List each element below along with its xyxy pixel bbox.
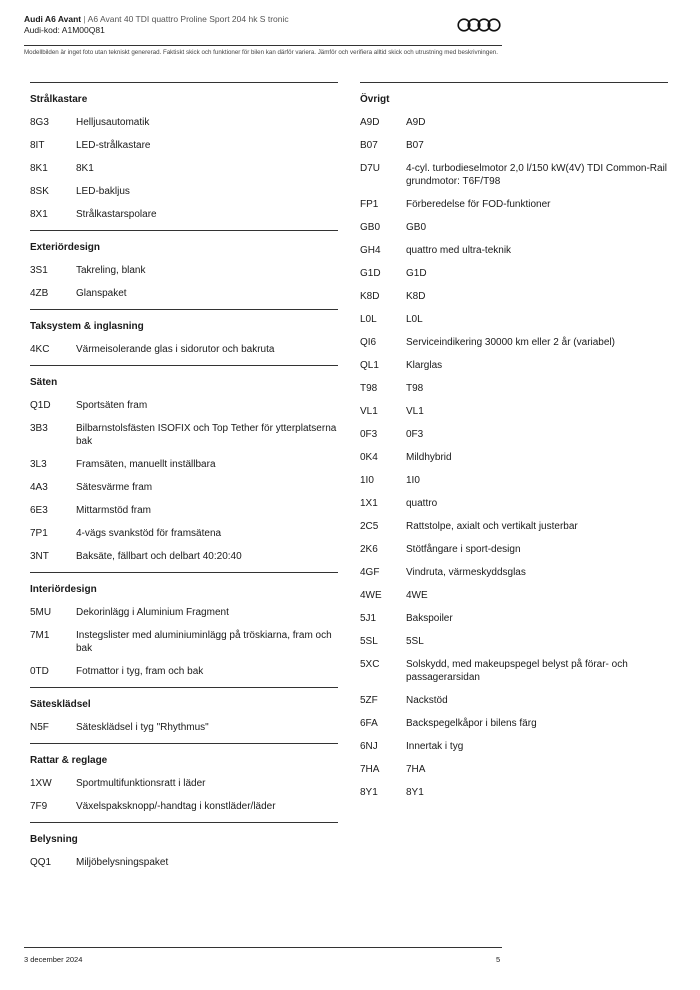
option-description: Instegslister med aluminiuminlägg på tröskiarna, fram och bak	[76, 630, 332, 654]
equipment-row	[360, 607, 668, 630]
option-description: 4WE	[406, 590, 428, 601]
option-code: 5XC	[360, 659, 380, 670]
equipment-row	[360, 400, 668, 423]
footer-divider	[24, 947, 502, 948]
option-code: N5F	[30, 722, 49, 733]
option-description: L0L	[406, 314, 423, 325]
audi-code: Audi-kod: A1M00Q81	[24, 25, 105, 35]
option-code: 2K6	[360, 544, 378, 555]
option-description: quattro	[406, 498, 438, 509]
option-description: T98	[406, 383, 424, 394]
option-description: Takreling, blank	[76, 265, 146, 276]
equipment-section	[30, 365, 338, 572]
equipment-section	[30, 743, 338, 822]
right-column	[360, 82, 668, 808]
section-title: Rattar & reglage	[30, 755, 108, 766]
option-code: 0F3	[360, 429, 378, 440]
option-code: QL1	[360, 360, 379, 371]
equipment-row	[360, 515, 668, 538]
equipment-row	[360, 689, 668, 712]
option-code: 0K4	[360, 452, 378, 463]
option-description: Värmeisolerande glas i sidorutor och bakruta	[76, 344, 275, 355]
equipment-row	[360, 193, 668, 216]
option-description: Miljöbelysningspaket	[76, 857, 169, 868]
option-description: Helljusautomatik	[76, 117, 150, 128]
equipment-row	[360, 262, 668, 285]
equipment-section	[30, 687, 338, 743]
option-code: 3L3	[30, 459, 47, 470]
equipment-row	[360, 423, 668, 446]
equipment-row	[30, 203, 338, 226]
equipment-row	[30, 624, 338, 660]
option-code: 7F9	[30, 801, 48, 812]
option-description: Mildhybrid	[406, 452, 452, 463]
option-code: 5SL	[360, 636, 378, 647]
option-description: 8K1	[76, 163, 94, 174]
option-description: Backspegelkåpor i bilens färg	[406, 718, 537, 729]
audi-rings-icon	[456, 18, 502, 32]
option-code: D7U	[360, 163, 381, 174]
left-column	[30, 82, 338, 878]
option-code: 2C5	[360, 521, 379, 532]
option-description: Framsäten, manuellt inställbara	[76, 459, 216, 470]
option-description: quattro med ultra-teknik	[406, 245, 512, 256]
equipment-row	[360, 354, 668, 377]
option-code: 0TD	[30, 666, 49, 677]
option-description: Sportsäten fram	[76, 400, 148, 411]
option-code: FP1	[360, 199, 379, 210]
equipment-row	[360, 331, 668, 354]
page-number: 5	[496, 955, 501, 964]
equipment-row	[360, 377, 668, 400]
option-description: B07	[406, 140, 424, 151]
option-description: Bakspoiler	[406, 613, 453, 624]
option-description: 1I0	[406, 475, 420, 486]
option-description: Vindruta, värmeskyddsglas	[406, 567, 526, 578]
option-description: K8D	[406, 291, 426, 302]
equipment-row	[30, 453, 338, 476]
option-code: 4GF	[360, 567, 380, 578]
option-description: LED-bakljus	[76, 186, 130, 197]
option-description: 0F3	[406, 429, 424, 440]
option-code: 5J1	[360, 613, 377, 624]
section-title: Övrigt	[360, 94, 390, 105]
option-code: 8SK	[30, 186, 49, 197]
equipment-row	[360, 216, 668, 239]
option-code: 3NT	[30, 551, 49, 562]
option-description: Sätesvärme fram	[76, 482, 153, 493]
equipment-row	[30, 660, 338, 683]
option-code: 7P1	[30, 528, 48, 539]
option-code: 5MU	[30, 607, 52, 618]
option-code: A9D	[360, 117, 380, 128]
option-description: Växelspaksknopp/-handtag i konstläder/läder	[76, 801, 276, 812]
option-description: VL1	[406, 406, 424, 417]
option-code: QQ1	[30, 857, 52, 868]
equipment-row	[30, 157, 338, 180]
option-code: 6NJ	[360, 741, 378, 752]
option-code: 8G3	[30, 117, 49, 128]
equipment-row	[360, 285, 668, 308]
option-code: 3S1	[30, 265, 48, 276]
option-description: 7HA	[406, 764, 426, 775]
title-line	[24, 14, 502, 25]
equipment-row	[360, 446, 668, 469]
equipment-row	[30, 134, 338, 157]
equipment-row	[30, 338, 338, 361]
option-description: Fotmattor i tyg, fram och bak	[76, 666, 204, 677]
option-description: 8Y1	[406, 787, 424, 798]
equipment-section	[360, 82, 668, 808]
header-divider	[24, 45, 502, 46]
option-description: Solskydd, med makeupspegel belyst på förar- och passagerarsidan	[406, 659, 628, 683]
option-description: G1D	[406, 268, 427, 279]
equipment-row	[30, 282, 338, 305]
option-description: LED-strålkastare	[76, 140, 151, 151]
document-header	[24, 14, 502, 36]
model-name: Audi A6 Avant	[24, 14, 82, 24]
option-code: VL1	[360, 406, 378, 417]
option-description: Sätesklädsel i tyg "Rhythmus"	[76, 722, 209, 733]
option-description: Sportmultifunktionsratt i läder	[76, 778, 206, 789]
option-description: Dekorinlägg i Aluminium Fragment	[76, 607, 229, 618]
option-code: 8K1	[30, 163, 48, 174]
equipment-row	[30, 180, 338, 203]
equipment-section	[30, 309, 338, 365]
equipment-row	[360, 538, 668, 561]
option-description: 5SL	[406, 636, 424, 647]
option-description: A9D	[406, 117, 426, 128]
option-code: 4WE	[360, 590, 382, 601]
equipment-section	[30, 822, 338, 878]
model-description: A6 Avant 40 TDI quattro Proline Sport 204 hk S tronic	[87, 14, 289, 24]
equipment-row	[30, 716, 338, 739]
equipment-row	[30, 772, 338, 795]
option-code: 8Y1	[360, 787, 378, 798]
equipment-row	[30, 522, 338, 545]
option-code: 4ZB	[30, 288, 49, 299]
equipment-row	[360, 469, 668, 492]
equipment-row	[360, 308, 668, 331]
equipment-row	[360, 239, 668, 262]
section-title: Sätesklädsel	[30, 699, 91, 710]
option-code: 7M1	[30, 630, 50, 641]
option-code: K8D	[360, 291, 380, 302]
equipment-row	[30, 851, 338, 874]
option-code: T98	[360, 383, 378, 394]
option-code: GH4	[360, 245, 381, 256]
option-description: Strålkastarspolare	[76, 209, 157, 220]
equipment-row	[360, 758, 668, 781]
equipment-row	[360, 735, 668, 758]
option-code: B07	[360, 140, 378, 151]
option-description: Förberedelse för FOD-funktioner	[406, 199, 551, 210]
option-code: 6E3	[30, 505, 48, 516]
option-code: Q1D	[30, 400, 51, 411]
option-description: 4-vägs svankstöd för framsätena	[76, 528, 222, 539]
option-code: 8X1	[30, 209, 48, 220]
section-title: Exteriördesign	[30, 242, 101, 253]
option-code: 4KC	[30, 344, 50, 355]
equipment-row	[30, 545, 338, 568]
option-description: Baksäte, fällbart och delbart 40:20:40	[76, 551, 242, 562]
equipment-row	[360, 134, 668, 157]
section-title: Interiördesign	[30, 584, 97, 595]
option-code: GB0	[360, 222, 381, 233]
equipment-row	[30, 795, 338, 818]
option-code: 8IT	[30, 140, 45, 151]
option-description: GB0	[406, 222, 427, 233]
disclaimer-text: Modellbilden är inget foto utan tekniskt genererad. Faktiskt skick och funktioner för bilen kan därför variera. Jämför och verifiera alltid skick och utrustning med beskrivningen.	[24, 49, 498, 56]
option-code: G1D	[360, 268, 381, 279]
equipment-row	[360, 492, 668, 515]
equipment-row	[360, 781, 668, 804]
section-title: Strålkastare	[30, 94, 88, 105]
section-title: Taksystem & inglasning	[30, 321, 144, 332]
equipment-row	[360, 111, 668, 134]
option-description: Mittarmstöd fram	[76, 505, 152, 516]
option-description: Serviceindikering 30000 km eller 2 år (variabel)	[406, 337, 615, 348]
option-code: L0L	[360, 314, 377, 325]
equipment-row	[360, 653, 668, 689]
option-description: Glanspaket	[76, 288, 127, 299]
option-description: 4-cyl. turbodieselmotor 2,0 l/150 kW(4V) TDI Common-Rail grundmotor: T6F/T98	[406, 163, 668, 187]
option-description: Bilbarnstolsfästen ISOFIX och Top Tether för ytterplatserna bak	[76, 423, 337, 447]
equipment-section	[30, 230, 338, 309]
equipment-row	[30, 601, 338, 624]
equipment-row	[360, 712, 668, 735]
option-code: 1I0	[360, 475, 374, 486]
option-description: Stötfångare i sport-design	[406, 544, 521, 555]
equipment-row	[360, 561, 668, 584]
equipment-row	[360, 584, 668, 607]
option-code: 1X1	[360, 498, 378, 509]
option-code: QI6	[360, 337, 377, 348]
option-code: 7HA	[360, 764, 380, 775]
equipment-row	[30, 259, 338, 282]
equipment-row	[30, 394, 338, 417]
equipment-row	[360, 157, 668, 193]
option-code: 3B3	[30, 423, 48, 434]
equipment-row	[30, 417, 338, 453]
equipment-row	[360, 630, 668, 653]
option-code: 4A3	[30, 482, 48, 493]
option-code: 1XW	[30, 778, 52, 789]
equipment-row	[30, 476, 338, 499]
option-description: Rattstolpe, axialt och vertikalt justerbar	[406, 521, 578, 532]
footer-date: 3 december 2024	[24, 955, 83, 964]
equipment-row	[30, 499, 338, 522]
equipment-section	[30, 82, 338, 230]
option-code: 5ZF	[360, 695, 378, 706]
section-title: Säten	[30, 377, 58, 388]
option-description: Klarglas	[406, 360, 443, 371]
option-description: Innertak i tyg	[406, 741, 464, 752]
equipment-section	[30, 572, 338, 687]
equipment-row	[30, 111, 338, 134]
section-title: Belysning	[30, 834, 78, 845]
option-description: Nackstöd	[406, 695, 448, 706]
title-separator: |	[83, 14, 86, 24]
option-code: 6FA	[360, 718, 378, 729]
